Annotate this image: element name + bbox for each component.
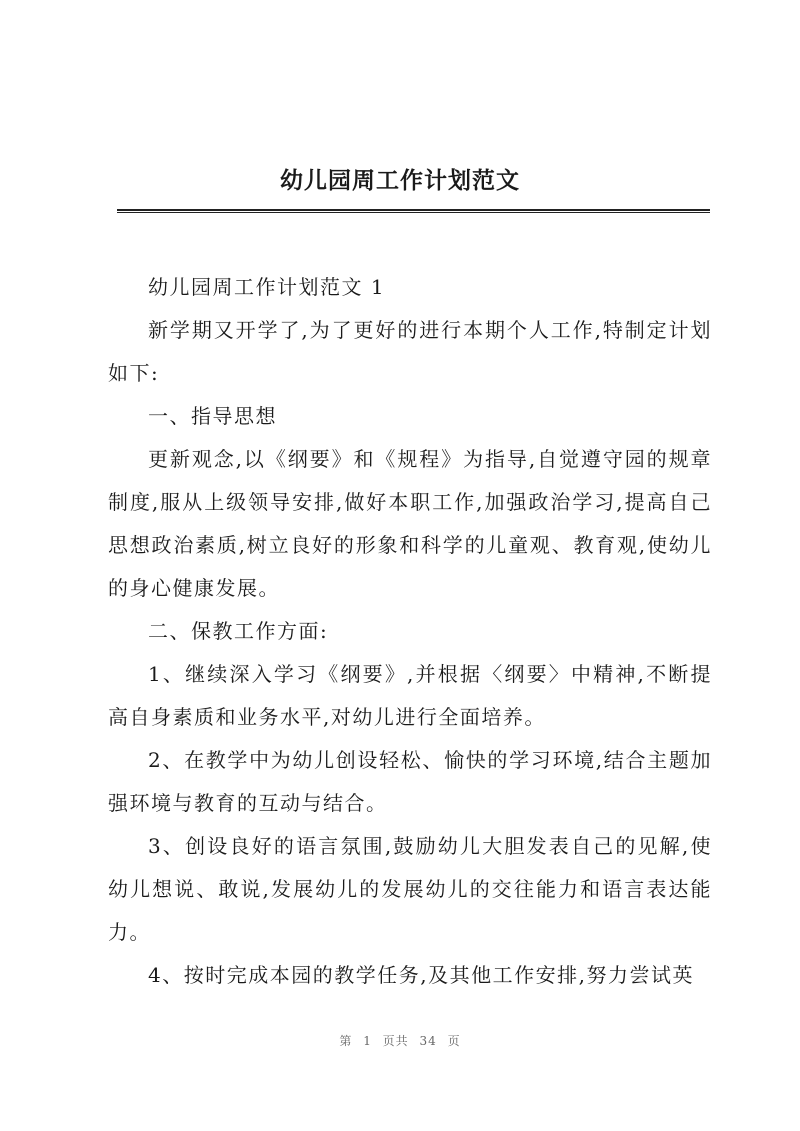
paragraph: 2、在教学中为幼儿创设轻松、愉快的学习环境,结合主题加强环境与教育的互动与结合。 — [108, 748, 712, 815]
document-body — [108, 266, 712, 997]
paragraph: 更新观念,以《纲要》和《规程》为指导,自觉遵守园的规章制度,服从上级领导安排,做好本职工作,加强政治学习,提高自己思想政治素质,树立良好的形象和科学的儿童观、教育观,使幼儿的身心健康发展。 — [108, 447, 712, 600]
paragraph: 新学期又开学了,为了更好的进行本期个人工作,特制定计划如下: — [108, 318, 712, 385]
page-number-footer: 第 1 页共 34 页 — [339, 1034, 461, 1048]
section-heading: 幼儿园周工作计划范文 1 — [148, 275, 386, 299]
paragraph: 3、创设良好的语言氛围,鼓励幼儿大胆发表自己的见解,使幼儿想说、敢说,发展幼儿的发展幼儿的交往能力和语言表达能力。 — [108, 834, 712, 944]
title-divider — [117, 209, 710, 213]
paragraph: 1、继续深入学习《纲要》,并根据〈纲要〉中精神,不断提高自身素质和业务水平,对幼儿进行全面培养。 — [108, 662, 712, 729]
paragraph: 4、按时完成本园的教学任务,及其他工作安排,努力尝试英 — [148, 963, 694, 987]
section-heading: 一、指导思想 — [148, 404, 277, 428]
section-heading: 二、保教工作方面: — [148, 619, 329, 643]
document-title: 幼儿园周工作计划范文 — [280, 168, 520, 194]
